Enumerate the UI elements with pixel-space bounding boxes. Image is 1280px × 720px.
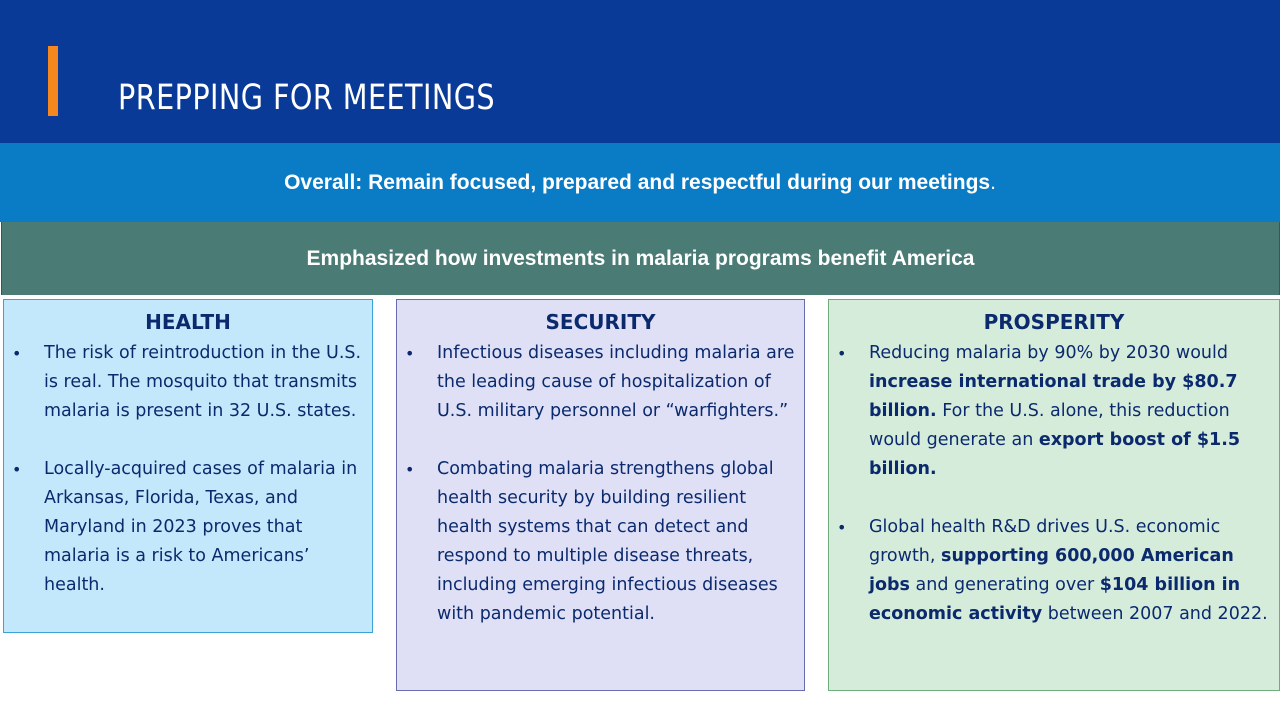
prosperity-b2-strong-1: supporting 600,000 American jobs (869, 546, 1234, 595)
security-heading: SECURITY (545, 310, 656, 334)
title-header (0, 0, 1280, 143)
prosperity-heading: PROSPERITY (983, 310, 1125, 334)
prosperity-b1-text-1: Reducing malaria by 90% by 2030 would (869, 343, 1228, 363)
prosperity-b1-strong-2: export boost of $1.5 billion. (869, 430, 1241, 479)
health-bullet-2: • Locally-acquired cases of malaria in Arkansas, Florida, Texas, and Maryland in 2023 proves that malaria is a risk to Americans’ health. (4, 455, 372, 600)
prosperity-bullet-1 (829, 339, 1279, 484)
prosperity-column (828, 299, 1280, 691)
security-bullet-1: • Infectious diseases including malaria are the leading cause of hospitalization of U.S. military personnel or “warfighters.” (397, 339, 804, 426)
prosperity-bullet-2 (829, 513, 1279, 629)
security-bullet-list (397, 339, 804, 629)
prosperity-b2-strong-2: $104 billion in economic activity (869, 575, 1241, 624)
overall-text: Overall: Remain focused, prepared and respectful during our meetings (284, 170, 991, 194)
health-bullet-list (4, 339, 372, 600)
emphasis-text: Emphasized how investments in malaria programs benefit America (306, 246, 975, 270)
health-heading: HEALTH (145, 310, 231, 334)
security-bullet-2: • Combating malaria strengthens global health security by building resilient health systems that can detect and respond to multiple disease threats, including emerging infectious diseases with pandemic potential. (397, 455, 804, 629)
prosperity-bullet-list (829, 339, 1279, 629)
overall-banner (0, 143, 1280, 222)
prosperity-b2-text-3: between 2007 and 2022. (1042, 604, 1268, 624)
title-accent-bar (48, 46, 58, 116)
overall-period: . (990, 170, 996, 194)
prosperity-b2-text-1: Global health R&D drives U.S. economic growth, (869, 517, 1221, 566)
emphasis-banner (1, 222, 1280, 295)
security-column (396, 299, 805, 691)
health-bullet-1: • The risk of reintroduction in the U.S. is real. The mosquito that transmits malaria is present in 32 U.S. states. (4, 339, 372, 426)
health-column (3, 299, 373, 633)
prosperity-b1-text-2: For the U.S. alone, this reduction would generate an (869, 401, 1230, 450)
prosperity-b1-strong-1: increase international trade by $80.7 billion. (869, 372, 1238, 421)
prosperity-b2-text-2: and generating over (909, 575, 1100, 595)
slide-title: PREPPING FOR MEETINGS (118, 78, 496, 118)
